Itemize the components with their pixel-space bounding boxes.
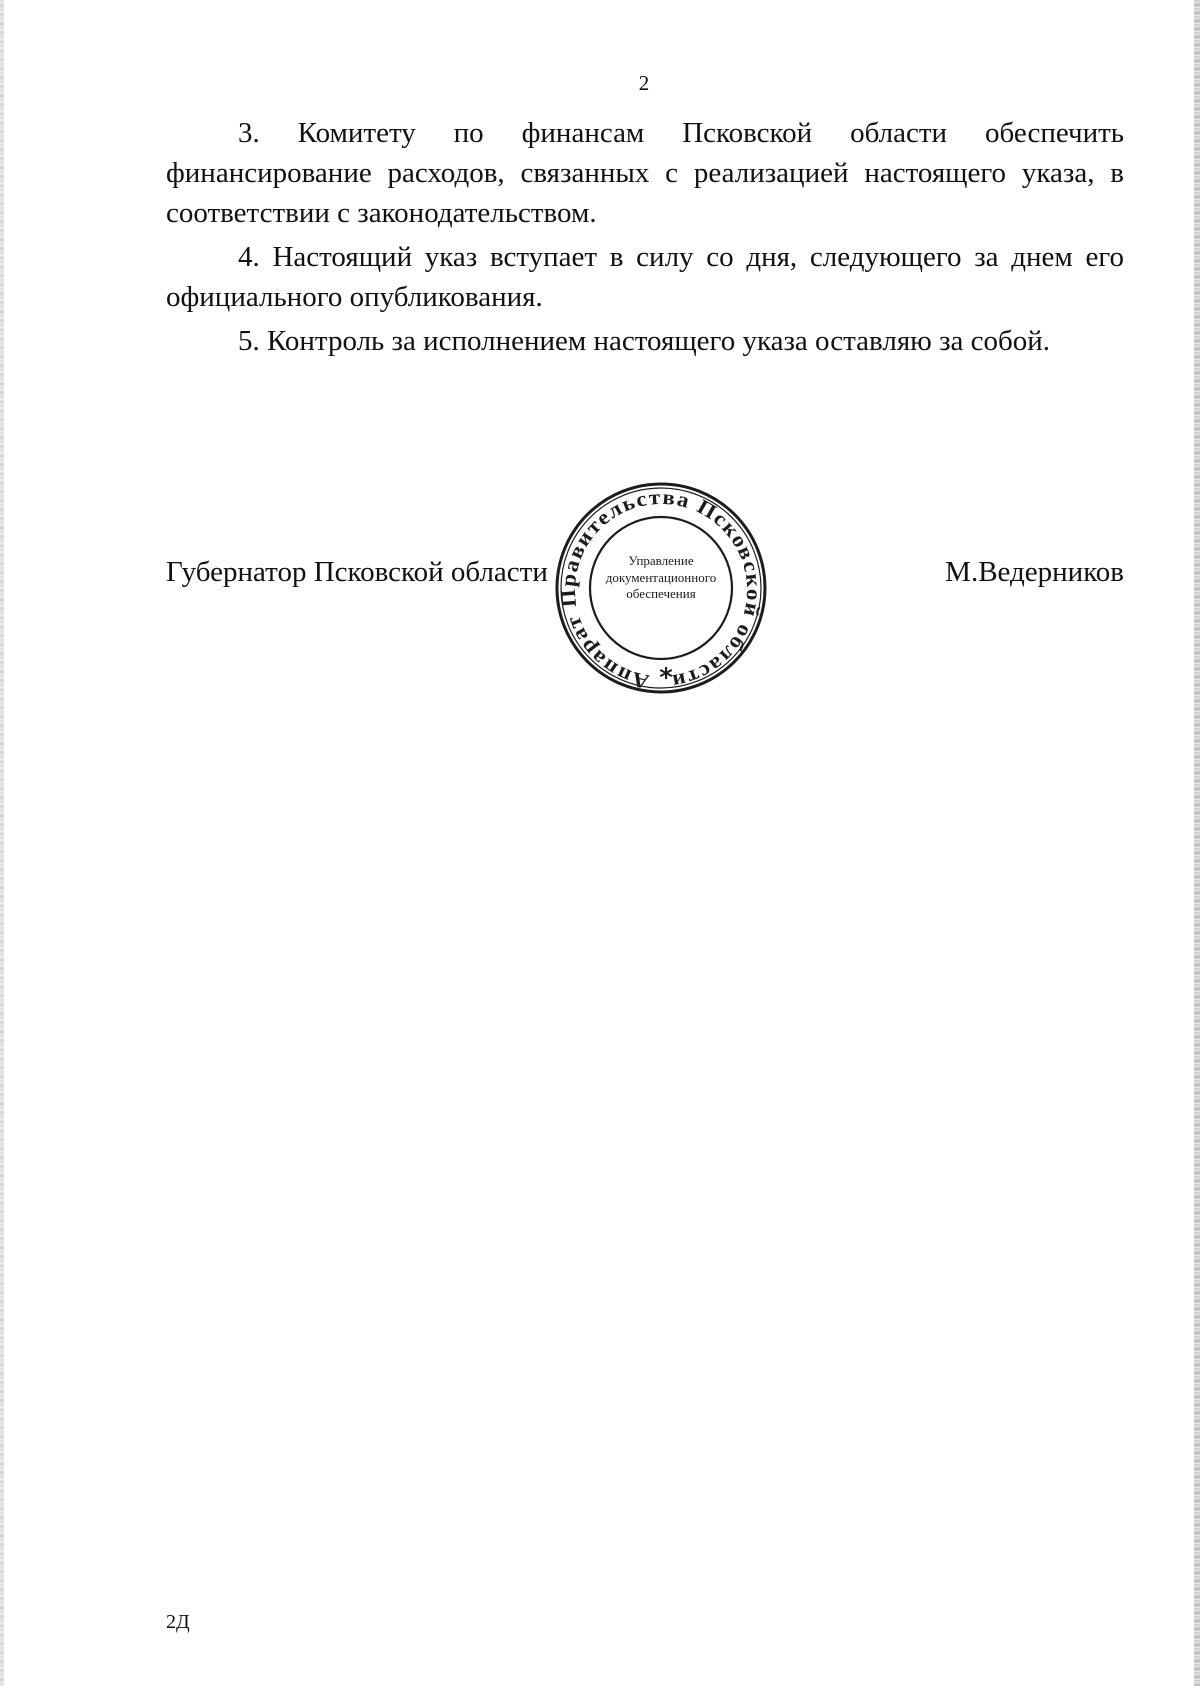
page-number: 2 (638, 71, 650, 95)
paragraph-5: 5. Контроль за исполнением настоящего указа оставляю за собой. (238, 325, 1051, 357)
stamp-center-line-3: обеспечения (626, 586, 696, 601)
paragraph-4: 4. Настоящий указ вступает в силу со дня, следующего за днем его официального опубликования. (166, 241, 1124, 313)
stamp-center-line-1: Управление (628, 553, 694, 568)
stamp-star-icon: * (659, 663, 673, 693)
official-seal-stamp (548, 476, 774, 698)
signatory-position: Губернатор Псковской области (166, 556, 548, 588)
scan-edge-right (1194, 0, 1200, 1686)
footer-document-code: 2Д (166, 1611, 190, 1633)
stamp-center-line-2: документационного (605, 570, 717, 585)
paragraph-3: 3. Комитету по финансам Псковской области обеспечить финансирование расходов, связанных с реализацией настоящего указа, в соответствии с законодательством. (166, 117, 1124, 229)
signatory-name: М.Ведерников (945, 556, 1124, 588)
scan-edge-left (0, 0, 4, 1686)
stamp-ring-text: Аппарат Правительства Псковской области (555, 484, 767, 695)
document-body (166, 113, 1124, 365)
